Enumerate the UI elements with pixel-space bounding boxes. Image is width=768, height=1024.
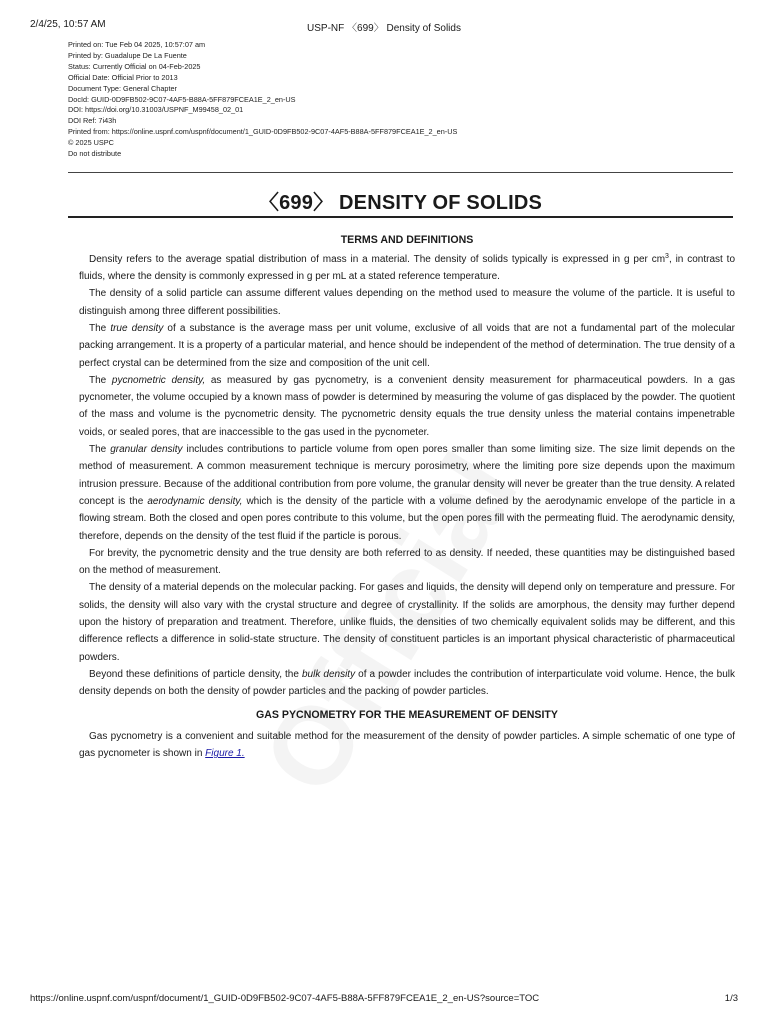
paragraph-brevity: For brevity, the pycnometric density and the true density are both referred to as density. If needed, these quantities may be distinguished based on the method of measurement. — [79, 547, 735, 577]
chapter-body — [79, 232, 735, 762]
figure-1-link[interactable]: Figure 1. — [205, 748, 245, 760]
meta-doi: DOI: https://doi.org/10.31003/USPNF_M99458_02_01 — [68, 105, 244, 115]
meta-printed-from: Printed from: https://online.uspnf.com/uspnf/document/1_GUID-0D9FB502-9C07-4AF5-B88A-5FF879FCEA1E_2_en-US — [68, 127, 458, 137]
paragraph-bulk-density: Beyond these definitions of particle density, the bulk density of a powder includes the contribution of interparticulate void volume. Hence, the bulk density depends on both the density of powder particles and the packing of powder particles. — [79, 668, 736, 698]
section-heading-terms: TERMS AND DEFINITIONS — [340, 234, 474, 246]
print-doc-title: USP-NF 〈699〉 Density of Solids — [307, 23, 461, 34]
print-metadata-block — [68, 40, 457, 160]
meta-status: Status: Currently Official on 04-Feb-2025 — [68, 61, 201, 71]
meta-printed-on: Printed on: Tue Feb 04 2025, 10:57:07 am — [68, 40, 206, 49]
meta-document-type: Document Type: General Chapter — [68, 83, 177, 93]
meta-do-not-distribute: Do not distribute — [68, 149, 122, 159]
paragraph-pycnometric-density: The pycnometric density, as measured by gas pycnometry, is a convenient density measurement for pharmaceutical powders. In a gas pycnometer, the volume occupied by a known mass of powder is determined by measuring the volume of gas displaced by the powder. The quotient of the mass and volume is the pycnometric density. The pycnometric density equals the true density unless the material contains impenetrable voids, or sealed pores, that are inaccessible to the gas used in the pycnometer. — [79, 374, 736, 438]
header-divider — [68, 172, 733, 173]
meta-printed-by: Printed by: Guadalupe De La Fuente — [68, 50, 187, 60]
print-header — [30, 19, 738, 33]
meta-copyright: © 2025 USPC — [68, 138, 114, 148]
paragraph-particle-density: The density of a solid particle can assume different values depending on the method used to measure the volume of the particle. It is useful to distinguish among three different possibilities. — [79, 288, 735, 317]
footer-url: https://online.uspnf.com/uspnf/document/1_GUID-0D9FB502-9C07-4AF5-B88A-5FF879FCEA1E_2_en-US?source=TOC — [30, 993, 540, 1004]
paragraph-granular-density: The granular density includes contributions to particle volume from open pores smaller than some limiting size. The size limit depends on the method of measurement. A common measurement technique is mercury porosimetry, where the limiting pore size depends upon the maximum intrusion pressure. Because of the additional contribution from pore volume, the granular density will never be greater than the true density. A related concept is the aerodynamic density, which is the density of the particle with a volume defined by the aerodynamic envelope of the particle in a flowing stream. Both the closed and open pores contribute to this volume, but the open pores fill with the permeating fluid. The aerodynamic density, therefore, depends on the density of the test fluid if the particle is porous. — [79, 444, 736, 542]
paragraph-density-intro: Density refers to the average spatial distribution of mass in a material. The density of solids typically is expressed in g per $cm^3$, in contrast to fluids, where the density is commonly expressed in g per mL at a stated reference temperature. — [79, 252, 735, 283]
page-title: 〈699〉 DENSITY OF SOLIDS — [258, 192, 543, 214]
paragraph-gas-pycnometry: Gas pycnometry is a convenient and suitable method for the measurement of the density of powder particles. A simple schematic of one type of gas pycnometer is shown in Figure 1. — [79, 730, 735, 760]
meta-docid: DocId: GUID-0D9FB502-9C07-4AF5-B88A-5FF879FCEA1E_2_en-US — [68, 94, 296, 104]
paragraph-true-density: The true density of a substance is the average mass per unit volume, exclusive of all voids that are not a fundamental part of the molecular packing arrangement. It is a property of a particular material, and hence should be independent of the method of determination. The true density of a perfect crystal can be determined from the size and composition of the unit cell. — [79, 322, 735, 369]
page-number: 1/3 — [724, 993, 738, 1004]
paragraph-molecular-packing: The density of a material depends on the molecular packing. For gases and liquids, the density will depend only on temperature and pressure. For solids, the density will also vary with the crystal structure and degree of crystallinity. If the solids are amorphous, the density may further depend upon the history of preparation and treatment. Therefore, unlike fluids, the densities of two chemically equivalent solids may be different, and this difference reflects a difference in solid-state structure. The density of constituent particles is an important physical characteristic of pharmaceutical powders. — [79, 582, 735, 663]
title-divider — [68, 216, 733, 218]
meta-doi-ref: DOI Ref: 7i43h — [68, 116, 117, 126]
meta-official-date: Official Date: Official Prior to 2013 — [68, 72, 178, 82]
section-heading-gas-pycnometry: GAS PYCNOMETRY FOR THE MEASUREMENT OF DENSITY — [256, 708, 558, 721]
print-datetime: 2/4/25, 10:57 AM — [30, 19, 106, 30]
